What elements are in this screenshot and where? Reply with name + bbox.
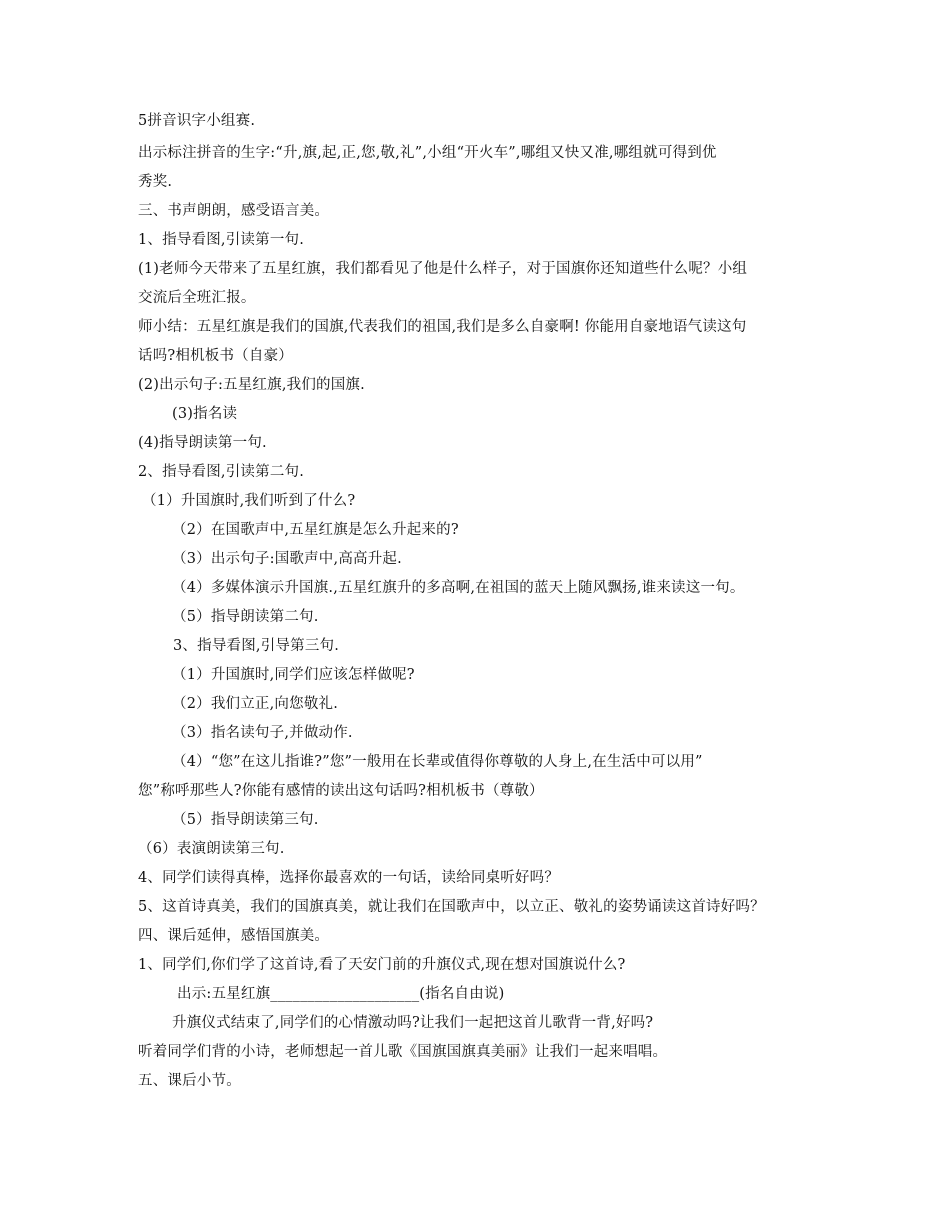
text-line: （3）指名读句子,并做动作. [172,725,353,741]
text-line: 1、同学们,你们学了这首诗,看了天安门前的升旗仪式,现在想对国旗说什么? [138,957,626,973]
text-line: 您”称呼那些人?你能有感情的读出这句话吗?相机板书（尊敬） [138,783,544,799]
text-line: 交流后全班汇报。 [138,290,256,306]
section-heading: 五、课后小节。 [138,1073,241,1089]
text-line: 出示:五星红旗____________________(指名自由说) [177,986,505,1002]
section-heading: 三、书声朗朗，感受语言美。 [138,203,330,219]
text-line: 出示标注拼音的生字:“升,旗,起,正,您,敬,礼”,小组“开火车”,哪组又快又准,哪组就可得到优 [138,145,717,161]
text-line: （3）出示句子:国歌声中,高高升起. [172,551,402,567]
text-line: （2）我们立正,向您敬礼. [172,696,339,712]
text-line: 师小结：五星红旗是我们的国旗,代表我们的祖国,我们是多么自豪啊! 你能用自豪地语气读这句 [138,319,747,335]
text-line: （5）指导朗读第二句. [172,609,319,625]
text-line: 听着同学们背的小诗，老师想起一首儿歌《国旗国旗真美丽》让我们一起来唱唱。 [138,1044,668,1060]
text-line: （2）在国歌声中,五星红旗是怎么升起来的? [172,522,459,538]
text-line: 3、指导看图,引导第三句. [173,638,340,654]
text-line: 4、同学们读得真棒，选择你最喜欢的一句话，读给同桌听好吗？ [138,870,560,886]
text-line: (3)指名读 [172,406,238,422]
text-line: （4）多媒体演示升国旗.,五星红旗升的多高啊,在祖国的蓝天上随风飘扬,谁来读这一句。 [172,580,745,596]
text-line: 话吗?相机板书（自豪） [138,348,293,364]
text-line: (4)指导朗读第一句. [138,435,267,451]
text-line: 5、这首诗真美，我们的国旗真美，就让我们在国歌声中，以立正、敬礼的姿势诵读这首诗好吗？ [138,899,765,915]
text-line: （6）表演朗读第三句. [138,841,285,857]
text-line: （4）“您”在这儿指谁?”您”一般用在长辈或值得你尊敬的人身上,在生活中可以用” [172,754,703,770]
text-line: （5）指导朗读第三句. [172,812,319,828]
text-line: (1)老师今天带来了五星红旗，我们都看见了他是什么样子，对于国旗你还知道些什么呢？小组 [138,261,748,277]
text-line: 2、指导看图,引读第二句. [138,464,305,480]
text-line: 5拼音识字小组赛. [138,113,256,129]
section-heading: 四、课后延伸，感悟国旗美。 [138,928,330,944]
text-line: （1）升国旗时,同学们应该怎样做呢? [172,667,415,683]
text-line: 秀奖. [138,174,173,190]
text-line: 1、指导看图,引读第一句. [138,232,305,248]
text-line: （1）升国旗时,我们听到了什么? [142,493,356,509]
text-line: 升旗仪式结束了,同学们的心情激动吗?让我们一起把这首儿歌背一背,好吗? [172,1015,654,1031]
text-line: (2)出示句子:五星红旗,我们的国旗. [138,377,365,393]
